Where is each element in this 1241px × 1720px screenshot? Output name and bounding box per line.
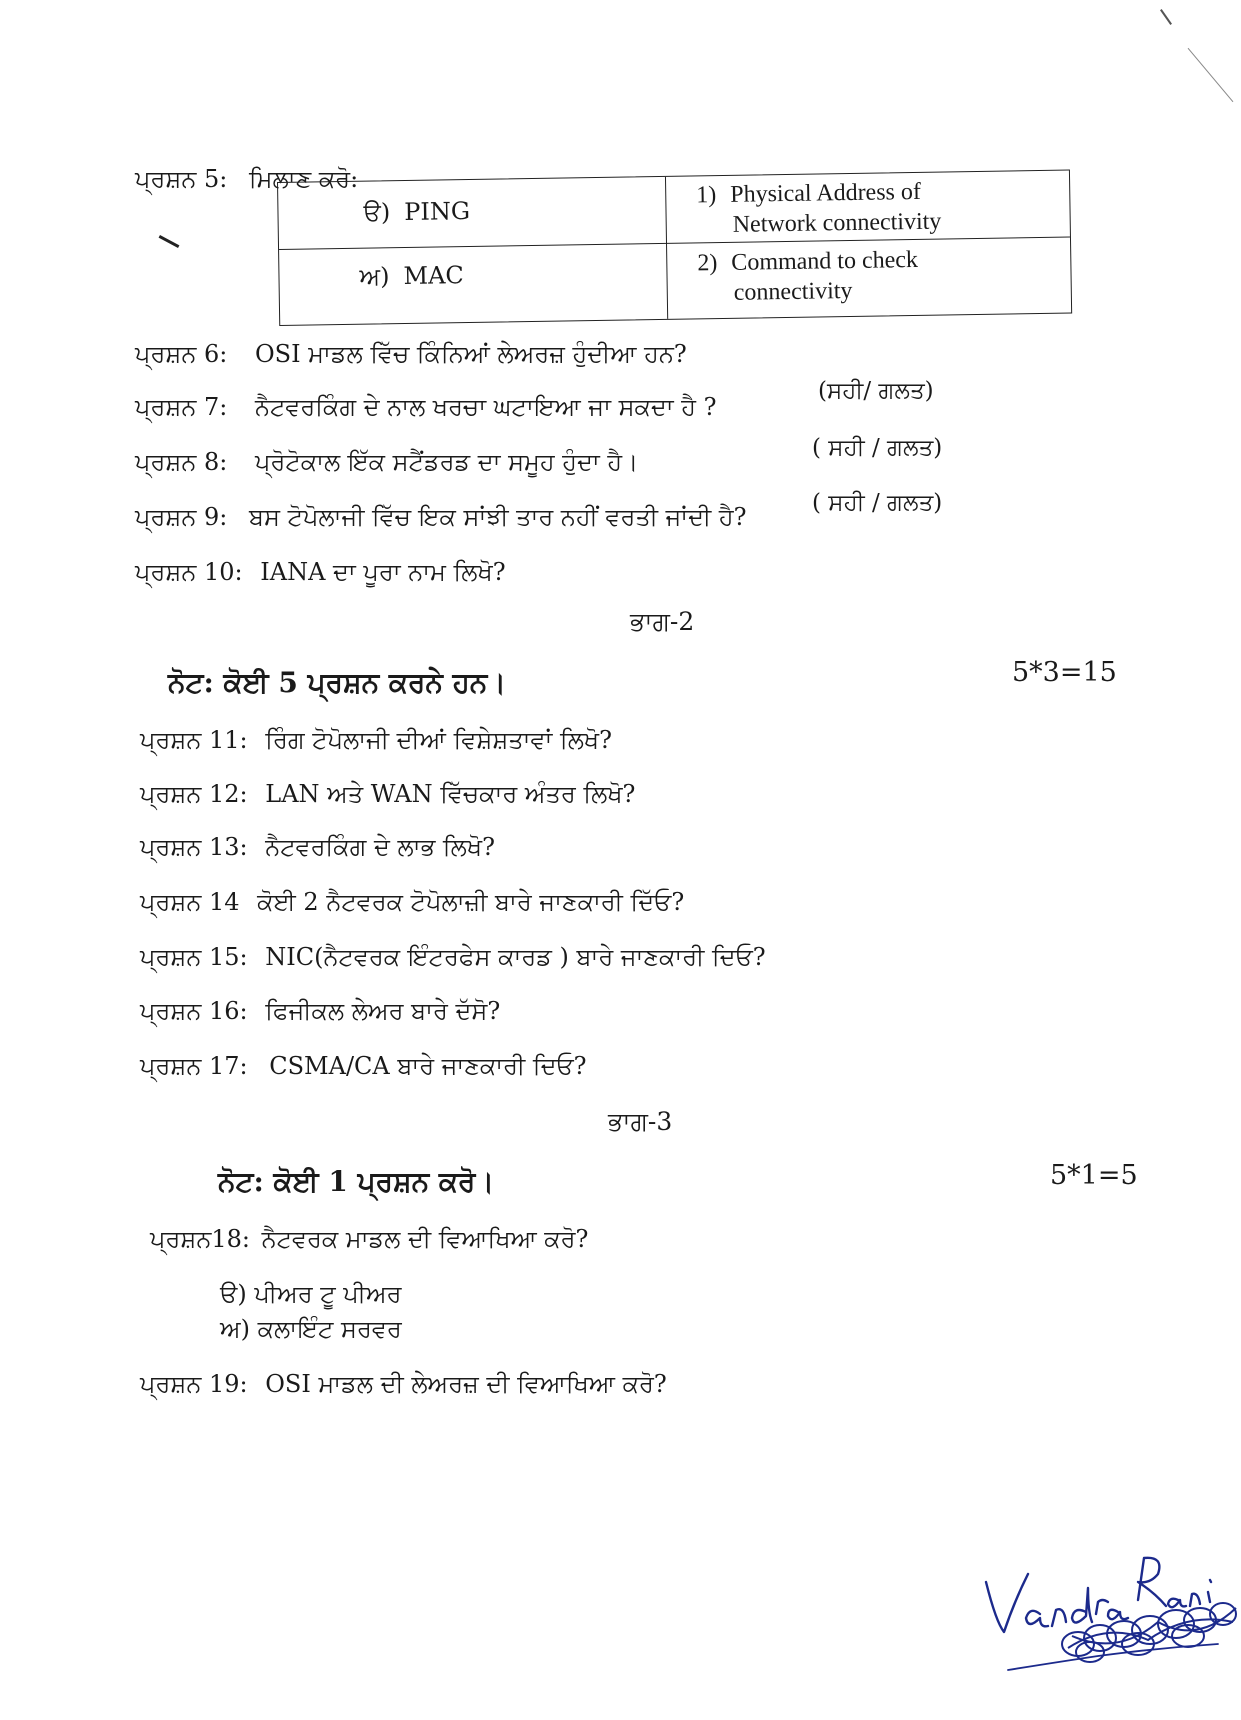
question-18-option-b: ਅ) ਕਲਾਇੰਟ ਸਰਵਰ <box>220 1315 402 1343</box>
pen-mark <box>159 235 180 248</box>
question-14: ਪ੍ਰਸ਼ਨ 14 ਕੋਈ 2 ਨੈਟਵਰਕ ਟੋਪੋਲਾਜ਼ੀ ਬਾਰੇ ਜਾਣਕਾਰੀ ਦਿੱਓ? <box>140 888 685 916</box>
signature <box>978 1552 1241 1692</box>
question-7: ਪ੍ਰਸ਼ਨ 7: ਨੈਟਵਰਕਿੰਗ ਦੇ ਨਾਲ ਖਰਚਾ ਘਟਾਇਆ ਜਾ ਸਕਦਾ ਹੈ ? <box>135 393 717 421</box>
section-marks: 5*3=15 <box>1012 657 1117 688</box>
match-right-1: 1) Physical Address of Network connectivity <box>696 178 942 238</box>
scan-mark <box>1160 9 1172 25</box>
match-table <box>277 170 1072 326</box>
question-8: ਪ੍ਰਸ਼ਨ 8: ਪ੍ਰੋਟੋਕਾਲ ਇੱਕ ਸਟੈਂਡਰਡ ਦਾ ਸਮੂਹ ਹੁੰਦਾ ਹੈ। <box>135 448 639 476</box>
section-heading-part-2: ਭਾਗ-2 <box>630 607 695 636</box>
question-9: ਪ੍ਰਸ਼ਨ 9: ਬਸ ਟੋਪੋਲਾਜੀ ਵਿੱਚ ਇਕ ਸਾਂਝੀ ਤਾਰ ਨਹੀਂ ਵਰਤੀ ਜਾਂਦੀ ਹੈ? <box>135 503 747 531</box>
scan-mark <box>1188 48 1234 102</box>
question-19: ਪ੍ਰਸ਼ਨ 19: OSI ਮਾਡਲ ਦੀ ਲੇਅਰਜ਼ ਦੀ ਵਿਆਖਿਆ ਕਰੋ? <box>140 1370 667 1398</box>
true-false-option: ( ਸਹੀ / ਗਲਤ) <box>812 435 943 461</box>
question-11: ਪ੍ਰਸ਼ਨ 11: ਰਿੰਗ ਟੋਪੋਲਾਜੀ ਦੀਆਂ ਵਿਸ਼ੇਸ਼ਤਾਵਾਂ ਲਿਖੋ? <box>140 726 613 754</box>
question-text: ਮਿਲਾਣ ਕਰੋ: <box>248 165 359 193</box>
question-13: ਪ੍ਰਸ਼ਨ 13: ਨੈਟਵਰਕਿੰਗ ਦੇ ਲਾਭ ਲਿਖੋ? <box>140 833 495 861</box>
question-10: ਪ੍ਰਸ਼ਨ 10: IANA ਦਾ ਪੂਰਾ ਨਾਮ ਲਿਖੋ? <box>135 558 506 586</box>
question-15: ਪ੍ਰਸ਼ਨ 15: NIC(ਨੈਟਵਰਕ ਇੰਟਰਫੇਸ ਕਾਰਡ ) ਬਾਰੇ ਜਾਣਕਾਰੀ ਦਿਓ? <box>140 943 766 971</box>
section-marks: 5*1=5 <box>1050 1160 1138 1191</box>
true-false-option: (ਸਹੀ/ ਗਲਤ) <box>818 378 934 404</box>
true-false-option: ( ਸਹੀ / ਗਲਤ) <box>812 490 943 516</box>
match-left-2: ਅ) MAC <box>359 261 465 291</box>
question-17: ਪ੍ਰਸ਼ਨ 17: CSMA/CA ਬਾਰੇ ਜਾਣਕਾਰੀ ਦਿਓ? <box>140 1052 587 1080</box>
match-right-2: 2) Command to check connectivity <box>697 246 919 306</box>
question-18: ਪ੍ਰਸ਼ਨ18: ਨੈਟਵਰਕ ਮਾਡਲ ਦੀ ਵਿਆਖਿਆ ਕਰੋ? <box>150 1225 589 1253</box>
question-12: ਪ੍ਰਸ਼ਨ 12: LAN ਅਤੇ WAN ਵਿੱਚਕਾਰ ਅੰਤਰ ਲਿਖੋ? <box>140 780 636 808</box>
match-left-1: ੳ) PING <box>363 196 471 227</box>
question-6: ਪ੍ਰਸ਼ਨ 6: OSI ਮਾਡਲ ਵਿੱਚ ਕਿੰਨਿਆਂ ਲੇਅਰਜ਼ ਹੁੰਦੀਆ ਹਨ? <box>135 340 687 368</box>
section-note: ਨੋਟ: ਕੋਈ 5 ਪ੍ਰਸ਼ਨ ਕਰਨੇ ਹਨ। <box>168 666 507 699</box>
section-note: ਨੋਟ: ਕੋਈ 1 ਪ੍ਰਸ਼ਨ ਕਰੋ। <box>218 1165 495 1198</box>
section-heading-part-3: ਭਾਗ-3 <box>608 1107 673 1136</box>
question-18-option-a: ੳ) ਪੀਅਰ ਟੂ ਪੀਅਰ <box>220 1280 402 1308</box>
question-label: ਪ੍ਰਸ਼ਨ 5: <box>135 165 228 193</box>
question-16: ਪ੍ਰਸ਼ਨ 16: ਫਿਜੀਕਲ ਲੇਅਰ ਬਾਰੇ ਦੱਸੋ? <box>140 997 501 1025</box>
